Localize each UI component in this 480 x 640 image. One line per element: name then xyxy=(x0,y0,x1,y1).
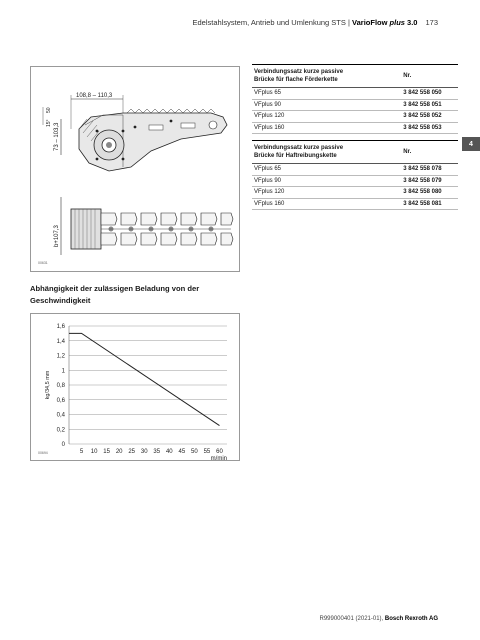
table-row xyxy=(252,99,458,111)
row-nr: 3 842 558 050 xyxy=(401,88,458,100)
row-nr: 3 842 558 051 xyxy=(401,99,458,111)
row-name: VFplus 120 xyxy=(252,187,401,199)
x-unit-label: m/min xyxy=(210,456,227,462)
x-tick-label: 25 xyxy=(128,449,136,455)
chart-id: 00694 xyxy=(38,451,48,455)
footer-doc-ref: R999000401 (2021-01), xyxy=(319,616,385,622)
chart-heading: Abhängigkeit der zulässigen Beladung von der Geschwindigkeit xyxy=(30,284,200,305)
y-tick-label: 0,2 xyxy=(56,427,65,434)
x-tick-label: 15 xyxy=(103,449,110,455)
row-name: VFplus 120 xyxy=(252,111,401,123)
row-name: VFplus 90 xyxy=(252,175,401,187)
header-title: Edelstahlsystem, Antrieb und Umlenkung STS | xyxy=(192,18,353,27)
y-axis-label: kg/34,5 mm xyxy=(45,370,51,400)
table-friction-chain xyxy=(252,140,458,210)
row-name: VFplus 65 xyxy=(252,88,401,100)
row-name: VFplus 160 xyxy=(252,122,401,134)
y-tick-label: 0,8 xyxy=(56,383,65,389)
dim-b: b+107,3 xyxy=(54,225,60,247)
x-tick-label: 35 xyxy=(153,449,161,455)
technical-drawing xyxy=(30,66,240,272)
table-row xyxy=(252,122,458,134)
dim-angle: 15° xyxy=(46,119,52,127)
x-tick-label: 5 xyxy=(79,449,84,455)
x-tick-label: 60 xyxy=(216,449,223,455)
y-tick-label: 1 xyxy=(61,368,65,375)
x-tick-label: 50 xyxy=(191,449,198,455)
load-speed-chart xyxy=(30,313,240,461)
row-nr: 3 842 558 079 xyxy=(401,175,458,187)
table-header-row xyxy=(252,141,458,164)
table-header-name: Verbindungssatz kurze passive Brücke für flache Förderkette xyxy=(254,69,344,83)
table-header-nr: Nr. xyxy=(403,73,412,79)
chart-svg xyxy=(31,314,241,462)
table-header-name: Verbindungssatz kurze passive Brücke für Haftreibungskette xyxy=(254,145,344,159)
table-row xyxy=(252,111,458,123)
footer-company: Bosch Rexroth AG xyxy=(384,616,438,622)
chapter-tab[interactable]: 4 xyxy=(462,137,480,151)
x-tick-label: 55 xyxy=(203,449,211,455)
dim-small: 50 xyxy=(46,107,52,113)
header-brand: VarioFlow plus 3.0 xyxy=(352,18,418,27)
table-flat-chain xyxy=(252,64,458,134)
y-tick-label: 1,6 xyxy=(56,324,65,330)
table-row xyxy=(252,175,458,187)
row-nr: 3 842 558 081 xyxy=(401,198,458,210)
y-tick-label: 0,4 xyxy=(56,412,65,419)
y-tick-label: 1,4 xyxy=(56,338,65,345)
drawing-svg xyxy=(31,67,241,273)
row-name: VFplus 90 xyxy=(252,99,401,111)
x-tick-label: 30 xyxy=(140,449,148,455)
x-tick-label: 20 xyxy=(115,449,123,455)
table-row xyxy=(252,164,458,176)
row-nr: 3 842 558 078 xyxy=(401,164,458,176)
page-footer xyxy=(319,616,438,622)
table-row xyxy=(252,187,458,199)
table-header-row xyxy=(252,65,458,88)
row-name: VFplus 65 xyxy=(252,164,401,176)
drawing-id: 00631 xyxy=(38,261,48,265)
x-tick-label: 45 xyxy=(178,449,186,455)
table-row xyxy=(252,198,458,210)
page-number: 173 xyxy=(425,18,438,27)
y-tick-label: 0 xyxy=(61,442,65,448)
y-tick-label: 0,6 xyxy=(56,397,65,404)
row-nr: 3 842 558 052 xyxy=(401,111,458,123)
table-header-nr: Nr. xyxy=(403,149,412,155)
row-nr: 3 842 558 080 xyxy=(401,187,458,199)
series-line xyxy=(69,333,219,425)
row-nr: 3 842 558 053 xyxy=(401,122,458,134)
x-tick-label: 40 xyxy=(165,449,173,455)
dim-width: 108,8 – 110,3 xyxy=(76,93,113,99)
y-tick-label: 1,2 xyxy=(56,353,65,360)
row-name: VFplus 160 xyxy=(252,198,401,210)
x-tick-label: 10 xyxy=(90,449,98,455)
dim-height: 73 – 103,3 xyxy=(54,122,60,151)
page-header xyxy=(192,18,438,27)
table-row xyxy=(252,88,458,100)
